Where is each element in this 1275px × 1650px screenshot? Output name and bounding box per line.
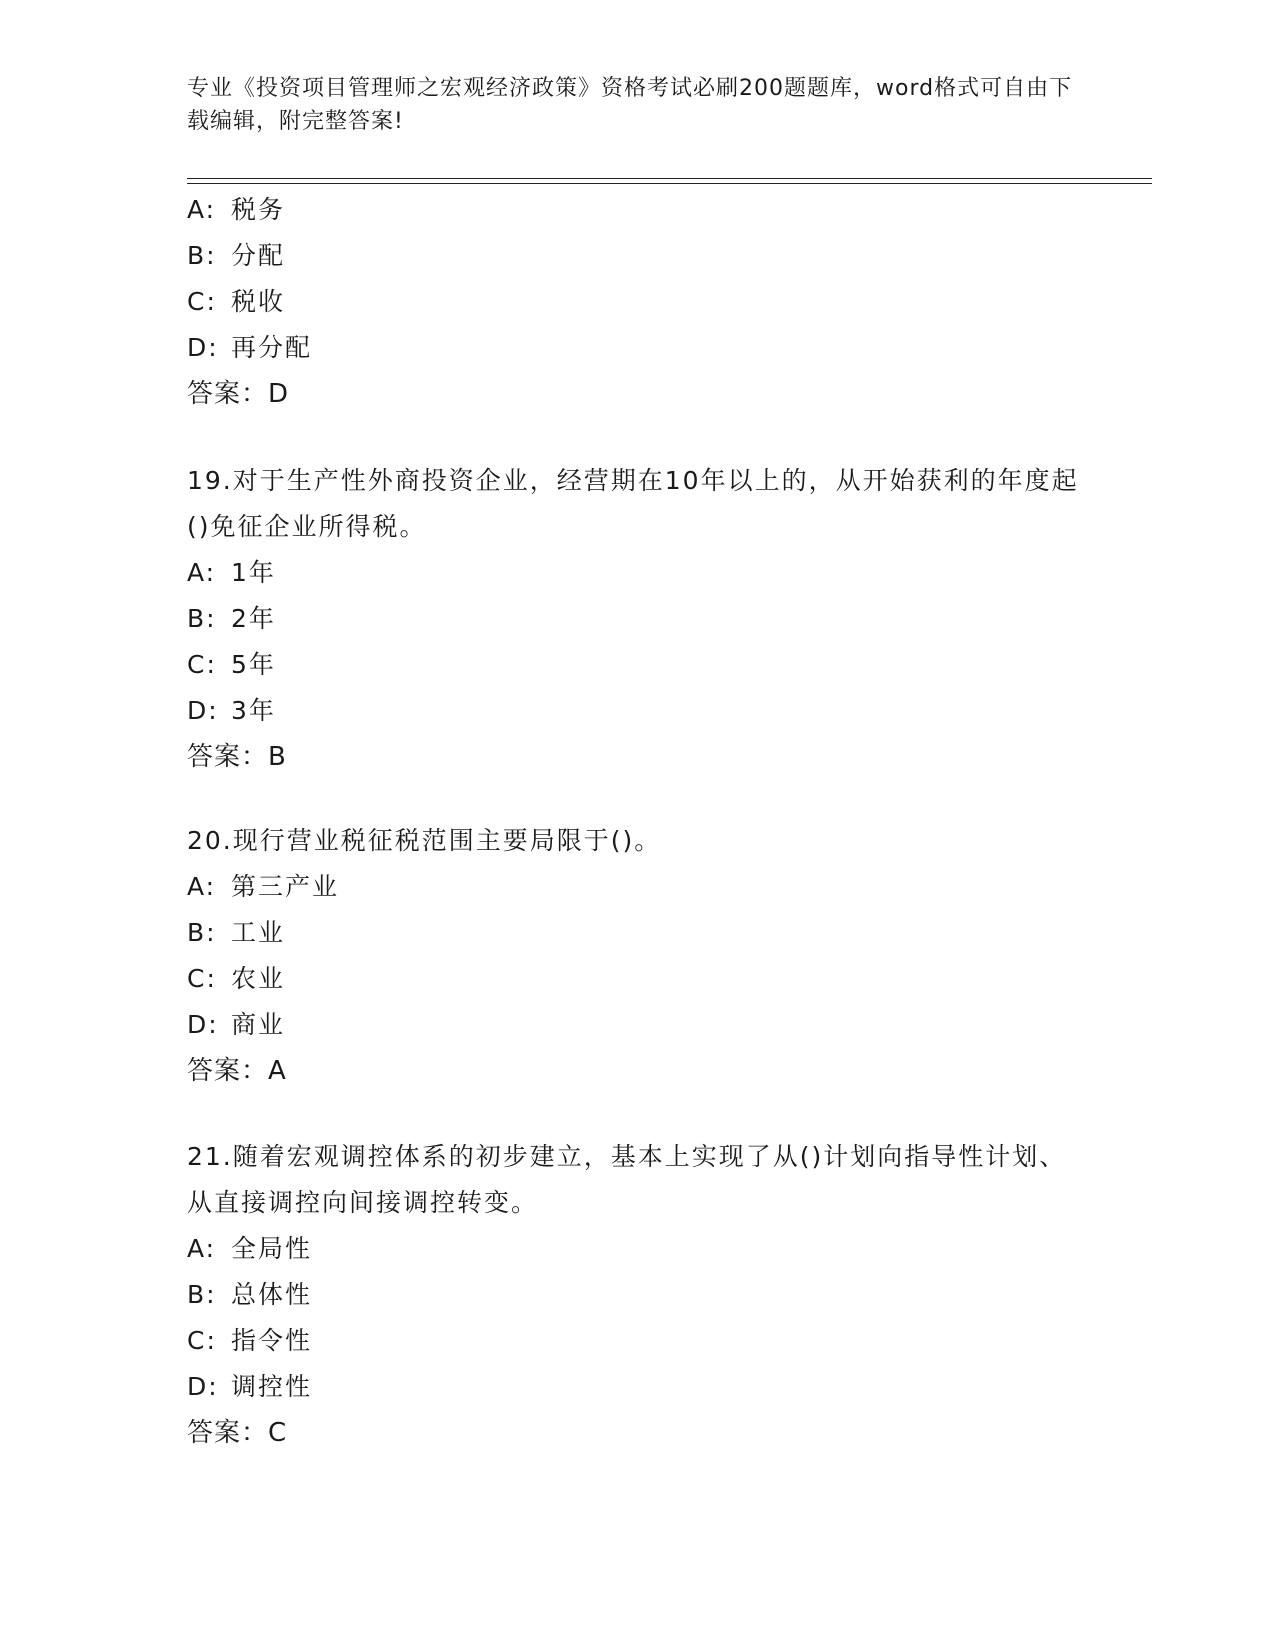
header-title: 专业《投资项目管理师之宏观经济政策》资格考试必刷200题题库，word格式可自由下载编辑，附完整答案! [187,76,1073,134]
answer: 答案：D [187,379,290,409]
option-d: D: 3年 [187,696,276,725]
option-b: B: 2年 [187,604,276,633]
option-a: A: 1年 [187,558,276,587]
option-a: A: 全局性 [187,1234,313,1263]
document-header [187,72,1087,138]
option-d: D: 再分配 [187,333,313,362]
question-stem: 21.随着宏观调控体系的初步建立，基本上实现了从()计划向指导性计划、从直接调控向间接调控转变。 [187,1142,1067,1217]
question-20 [187,818,1087,1094]
question-19 [187,458,1087,780]
answer: 答案：B [187,742,287,772]
option-c: C: 税收 [187,287,286,316]
option-c: C: 5年 [187,650,276,679]
option-d: D: 调控性 [187,1372,313,1401]
answer: 答案：A [187,1056,287,1086]
option-c: C: 指令性 [187,1326,313,1355]
question-stem: 19.对于生产性外商投资企业，经营期在10年以上的，从开始获利的年度起()免征企业所得税。 [187,466,1079,541]
question-18 [187,187,1087,417]
question-21 [187,1134,1087,1456]
answer: 答案：C [187,1418,288,1448]
header-divider-bottom [187,183,1152,184]
question-stem: 20.现行营业税征税范围主要局限于()。 [187,826,662,855]
option-d: D: 商业 [187,1010,286,1039]
option-b: B: 分配 [187,241,286,270]
option-a: A: 税务 [187,195,286,224]
option-b: B: 工业 [187,918,286,947]
option-c: C: 农业 [187,964,286,993]
header-divider-top [187,178,1152,179]
option-b: B: 总体性 [187,1280,313,1309]
option-a: A: 第三产业 [187,872,340,901]
